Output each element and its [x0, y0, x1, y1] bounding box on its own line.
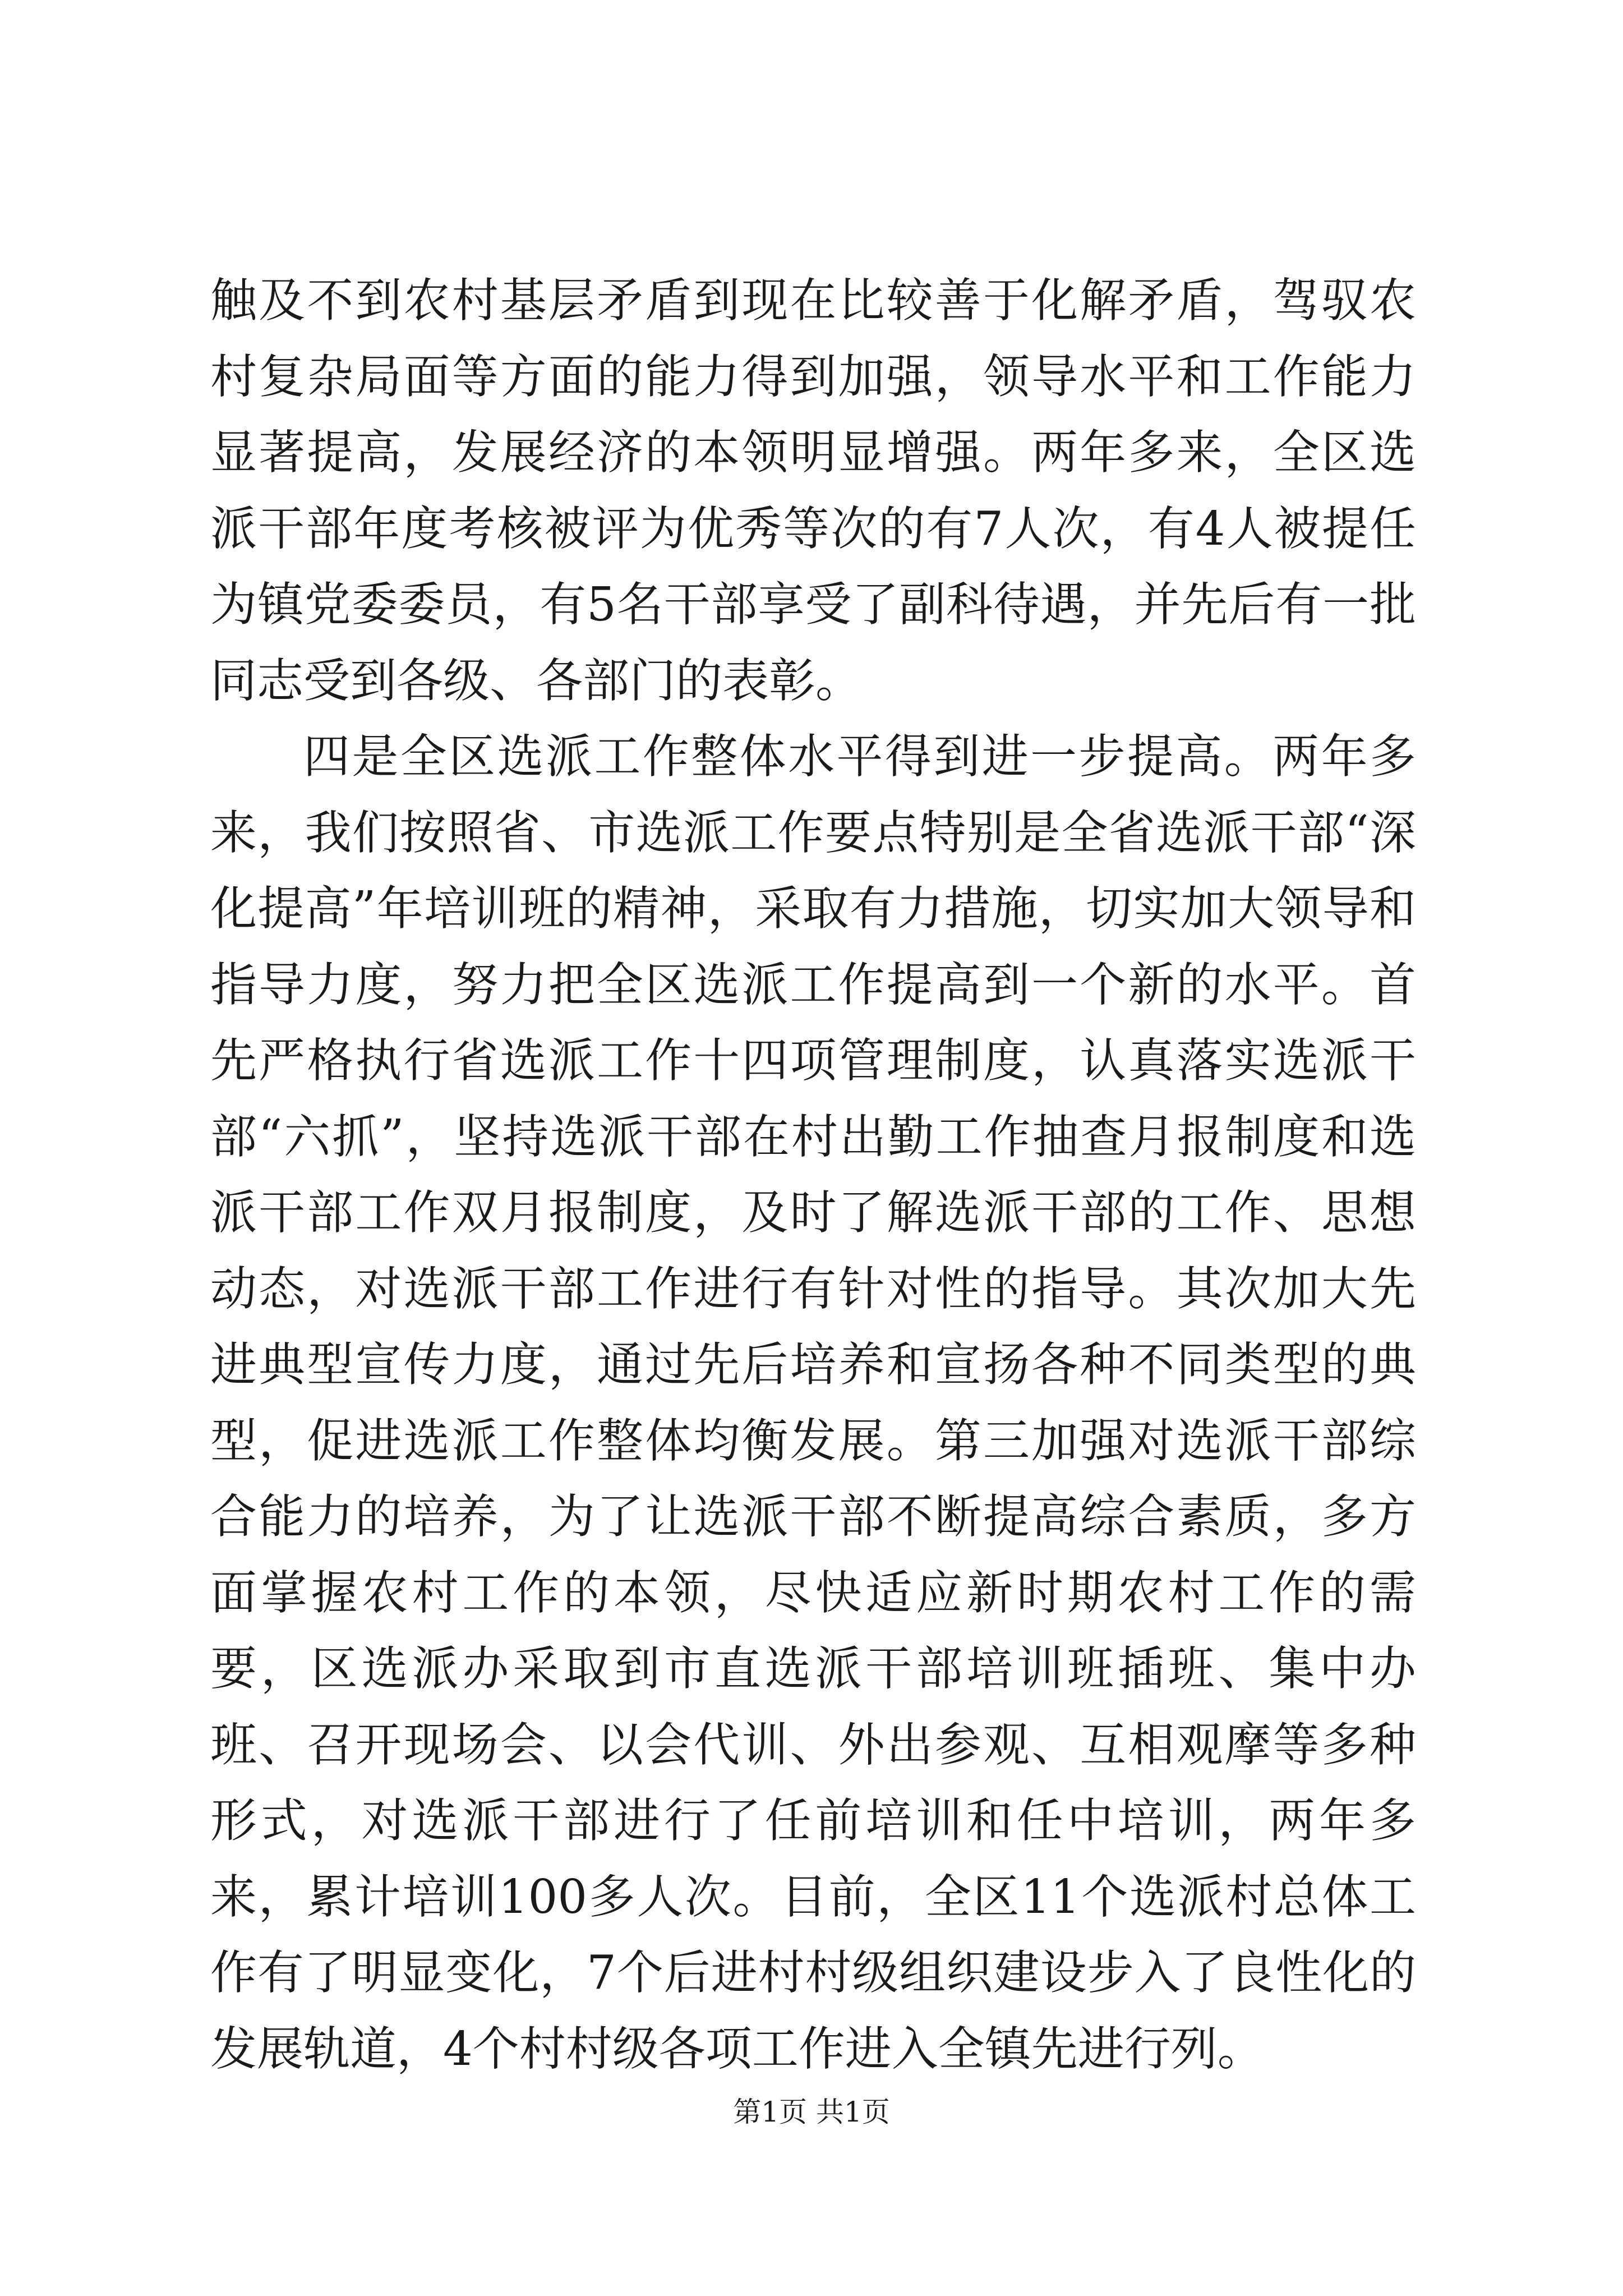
page-footer — [0, 2095, 1623, 2129]
document-body — [210, 263, 1416, 2087]
paragraph-2: 四是全区选派工作整体水平得到进一步提高。两年多来，我们按照省、市选派工作要点特别是全省选派干部“深化提高”年培训班的精神，采取有力措施，切实加大领导和指导力度，努力把全区选派工作提高到一个新的水平。首先严格执行省选派工作十四项管理制度，认真落实选派干部“六抓”，坚持选派干部在村出勤工作抽查月报制度和选派干部工作双月报制度，及时了解选派干部的工作、思想动态，对选派干部工作进行有针对性的指导。其次加大先进典型宣传力度，通过先后培养和宣扬各种不同类型的典型，促进选派工作整体均衡发展。第三加强对选派干部综合能力的培养，为了让选派干部不断提高综合素质，多方面掌握农村工作的本领，尽快适应新时期农村工作的需要，区选派办采取到市直选派干部培训班插班、集中办班、召开现场会、以会代训、外出参观、互相观摩等多种形式，对选派干部进行了任前培训和任中培训，两年多来，累计培训100多人次。目前，全区11个选派村总体工作有了明显变化，7个后进村村级组织建设步入了良性化的发展轨道，4个村村级各项工作进入全镇先进行列。 — [210, 729, 1416, 2076]
paragraph-1: 触及不到农村基层矛盾到现在比较善于化解矛盾，驾驭农村复杂局面等方面的能力得到加强，领导水平和工作能力显著提高，发展经济的本领明显增强。两年多来，全区选派干部年度考核被评为优秀等次的有7人次，有4人被提任为镇党委委员，有5名干部享受了副科待遇，并先后有一批同志受到各级、各部门的表彰。 — [210, 273, 1416, 708]
page-number-label: 第1页 共1页 — [733, 2096, 890, 2128]
